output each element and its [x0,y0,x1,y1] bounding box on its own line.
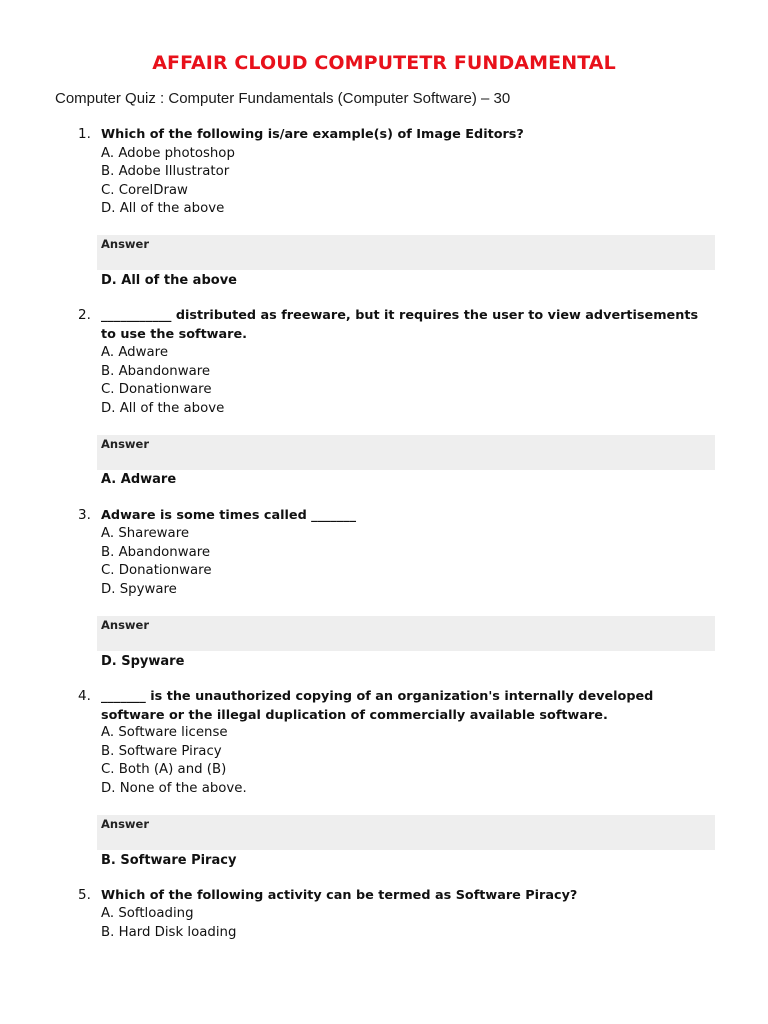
option-c: C. Both (A) and (B) [101,762,227,777]
option-d: D. All of the above [101,201,225,216]
answer-value: D. Spyware [101,654,185,669]
option-a: A. Shareware [101,526,190,541]
question-text: Adware is some times called _______ [101,508,356,523]
option-a: A. Adware [101,345,168,360]
answer-label: Answer [101,817,150,831]
answer-box [97,815,715,850]
document-title: AFFAIR CLOUD COMPUTETR FUNDAMENTAL [152,52,616,74]
option-d: D. All of the above [101,401,225,416]
answer-value: D. All of the above [101,273,237,288]
question-text: Which of the following activity can be termed as Software Piracy? [101,888,578,903]
answer-box [97,616,715,651]
answer-label: Answer [101,237,150,251]
option-c: C. Donationware [101,382,212,397]
option-c: C. Donationware [101,563,212,578]
option-c: C. CorelDraw [101,183,188,198]
question-number: 4. [78,688,91,704]
option-b: B. Abandonware [101,364,211,379]
question-number: 2. [78,307,91,323]
option-d: D. Spyware [101,582,177,597]
option-b: B. Adobe Illustrator [101,164,230,179]
question-text: _______ is the unauthorized copying of an organization's internally developed software or the illegal duplication of commercially available software. [101,689,654,723]
answer-value: B. Software Piracy [101,853,237,868]
option-a: A. Software license [101,725,228,740]
answer-value: A. Adware [101,472,177,487]
question-number: 5. [78,887,91,903]
answer-box [97,435,715,470]
option-b: B. Software Piracy [101,744,222,759]
answer-label: Answer [101,618,150,632]
option-b: B. Hard Disk loading [101,925,237,940]
document-subtitle: Computer Quiz : Computer Fundamentals (Computer Software) – 30 [55,90,511,107]
answer-label: Answer [101,437,150,451]
option-a: A. Softloading [101,906,194,921]
question-number: 3. [78,507,91,523]
answer-box [97,235,715,270]
question-text: ___________ distributed as freeware, but it requires the user to view advertisements to use the software. [101,308,699,342]
option-d: D. None of the above. [101,781,247,796]
question-text: Which of the following is/are example(s) of Image Editors? [101,127,524,142]
question-number: 1. [78,126,91,142]
option-a: A. Adobe photoshop [101,146,235,161]
option-b: B. Abandonware [101,545,211,560]
